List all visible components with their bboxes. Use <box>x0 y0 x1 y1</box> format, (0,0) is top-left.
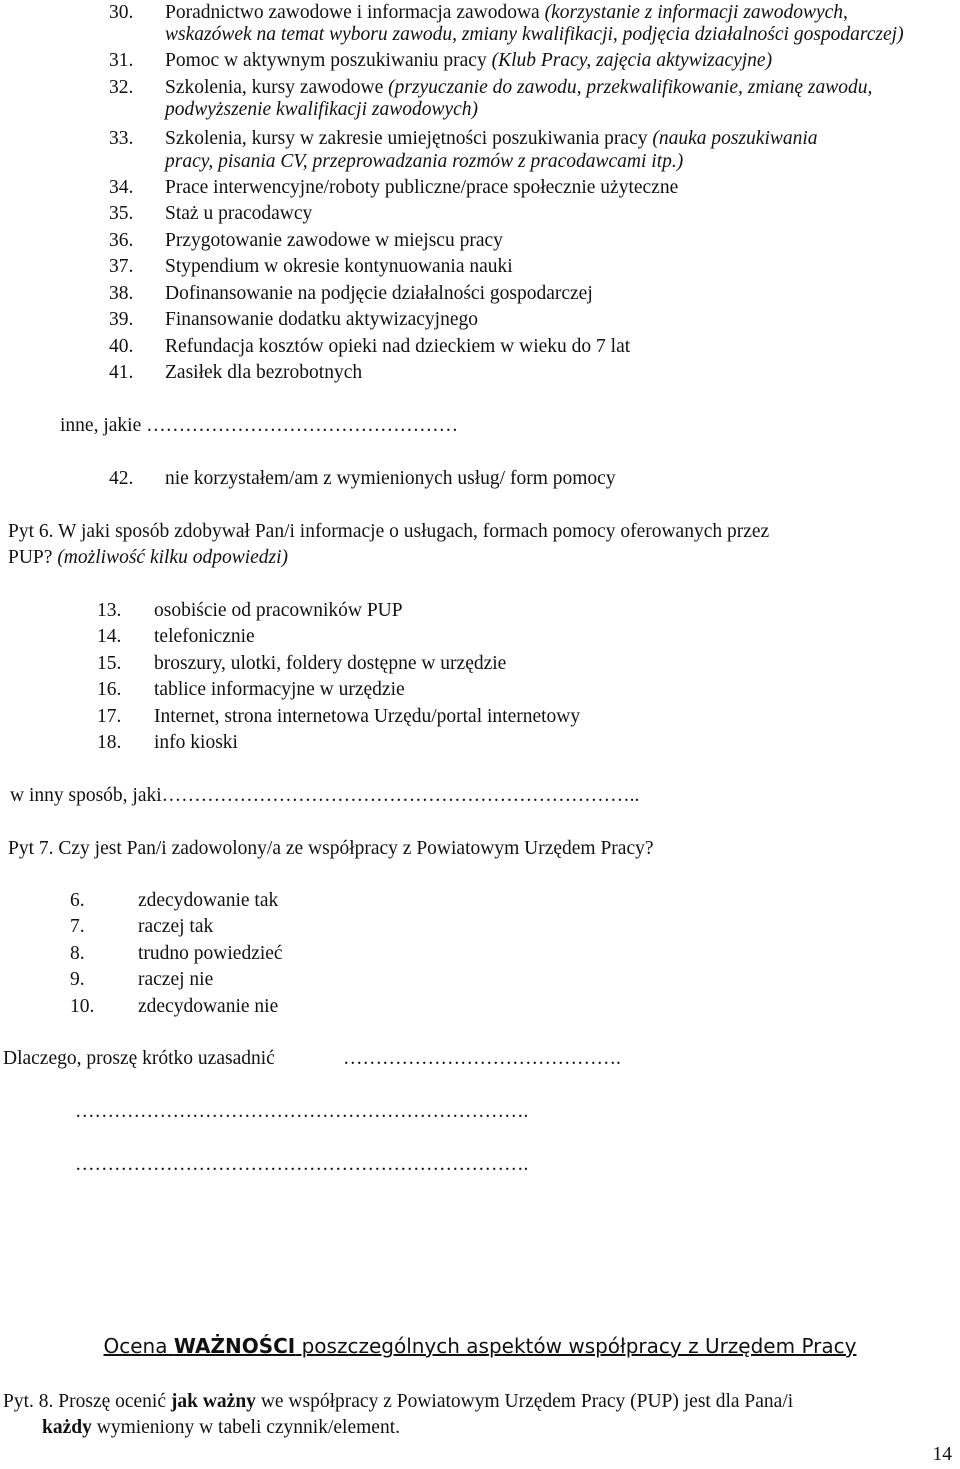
justification-field[interactable]: Dlaczego, proszę krótko uzasadnić ……………………………………. <box>3 1048 621 1069</box>
question-6-line2: PUP? (możliwość kilku odpowiedzi) <box>8 547 289 568</box>
justification-line[interactable]: ……………………………………………………………. <box>75 1154 529 1175</box>
other-source-field[interactable]: w inny sposób, jaki……………………………………………………………….. <box>10 785 640 806</box>
page-number: 14 <box>932 1444 952 1465</box>
section-heading: Ocena WAŻNOŚCI poszczególnych aspektów współpracy z Urzędem Pracy <box>103 1334 857 1358</box>
list-item-continuation: wskazówek na temat wyboru zawodu, zmiany kwalifikacji, podjęcia działalności gospodarczej) <box>165 24 904 45</box>
question-8: Pyt. 8. Proszę ocenić jak ważny we współpracy z Powiatowym Urzędem Pracy (PUP) jest dla Pana/i <box>3 1391 794 1412</box>
list-item-continuation: podwyższenie kwalifikacji zawodowych) <box>165 99 479 120</box>
question-6: Pyt 6. W jaki sposób zdobywał Pan/i informacje o usługach, formach pomocy oferowanych przez <box>8 521 770 542</box>
question-7: Pyt 7. Czy jest Pan/i zadowolony/a ze współpracy z Powiatowym Urzędem Pracy? <box>8 838 654 859</box>
question-8-line2: każdy wymieniony w tabeli czynnik/element. <box>42 1417 400 1438</box>
other-services-field[interactable]: inne, jakie ………………………………………… <box>60 415 459 436</box>
justification-line[interactable]: ……………………………………………………………. <box>75 1101 529 1122</box>
list-item-continuation: pracy, pisania CV, przeprowadzania rozmów z pracodawcami itp.) <box>165 151 684 172</box>
